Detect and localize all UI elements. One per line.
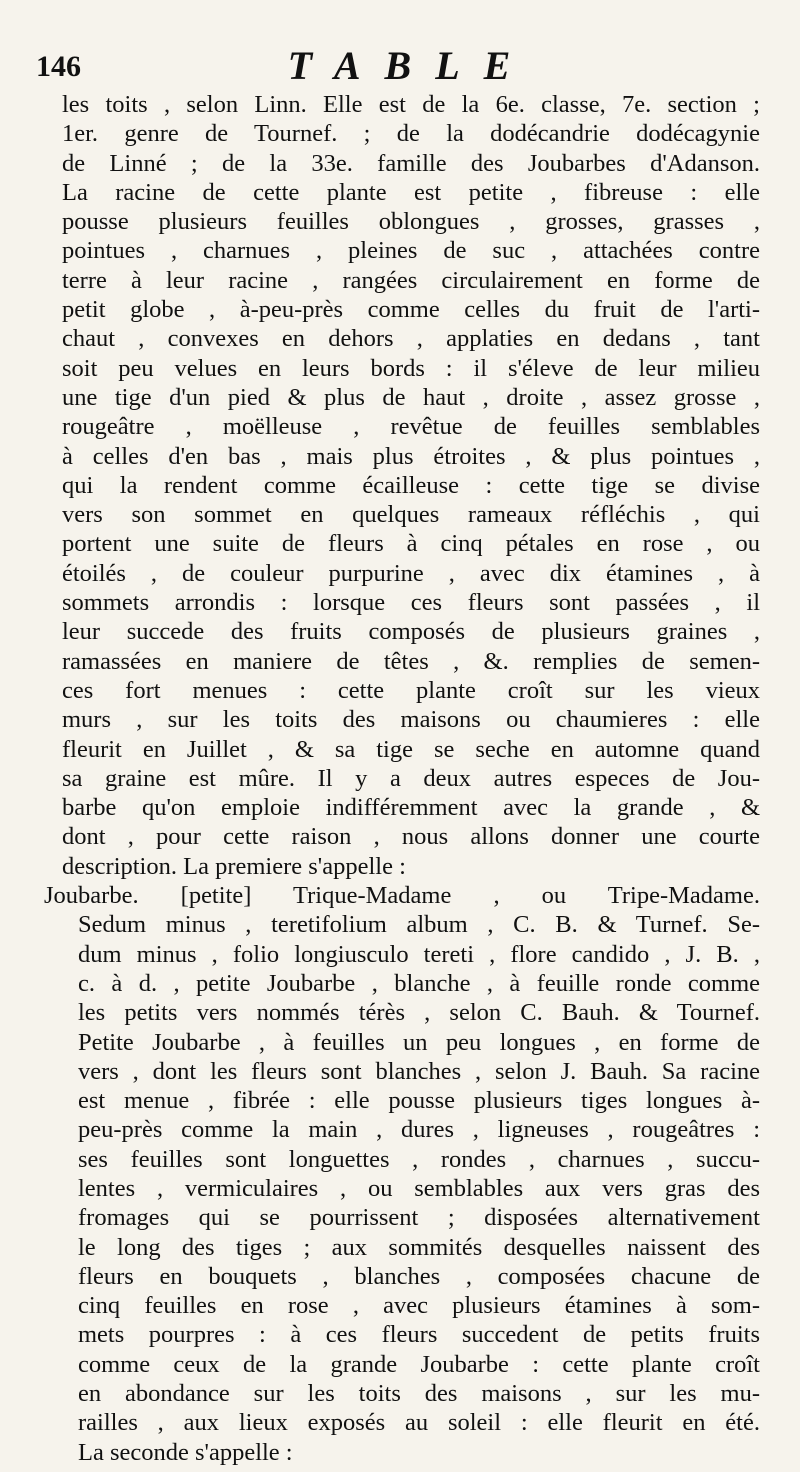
text-line: lentes , vermiculaires , ou semblables aux vers gras des — [78, 1174, 760, 1202]
text-line: dont , pour cette raison , nous allons donner une courte — [62, 823, 760, 851]
text-line: La seconde s'appelle : — [78, 1438, 293, 1466]
text-line: pousse plusieurs feuilles oblongues , grosses, grasses , — [62, 208, 760, 236]
text-line: sommets arrondis : lorsque ces fleurs sont passées , il — [62, 589, 760, 617]
text-line: murs , sur les toits des maisons ou chaumieres : elle — [62, 706, 760, 734]
text-line: une tige d'un pied & plus de haut , droite , assez grosse , — [62, 383, 760, 411]
text-line: railles , aux lieux exposés au soleil : elle fleurit en été. — [78, 1409, 760, 1437]
text-line: comme ceux de la grande Joubarbe : cette plante croît — [78, 1350, 760, 1378]
text-line: à celles d'en bas , mais plus étroites , & plus pointues , — [62, 442, 760, 470]
text-line: en abondance sur les toits des maisons , sur les mu- — [78, 1380, 760, 1408]
text-line: leur succede des fruits composés de plusieurs graines , — [62, 618, 760, 646]
text-line: petit globe , à-peu-près comme celles du fruit de l'arti- — [62, 296, 760, 324]
text-line: de Linné ; de la 33e. famille des Joubarbes d'Adanson. — [62, 149, 760, 177]
text-line: les petits vers nommés térès , selon C. Bauh. & Tournef. — [78, 999, 760, 1027]
text-line: fleurit en Juillet , & sa tige se seche en automne quand — [62, 735, 760, 763]
page-header — [36, 42, 760, 90]
text-line: ses feuilles sont longuettes , rondes , charnues , succu- — [78, 1145, 760, 1173]
text-line: sa graine est mûre. Il y a deux autres especes de Jou- — [62, 764, 760, 792]
text-line: vers son sommet en quelques rameaux réfléchis , qui — [62, 501, 760, 529]
text-line: description. La premiere s'appelle : — [62, 852, 406, 880]
body-text — [44, 90, 760, 1467]
text-line: La racine de cette plante est petite , fibreuse : elle — [62, 178, 760, 206]
text-line: barbe qu'on emploie indifféremment avec la grande , & — [62, 794, 760, 822]
text-line: mets pourpres : à ces fleurs succedent de petits fruits — [78, 1321, 760, 1349]
text-line: les toits , selon Linn. Elle est de la 6e. classe, 7e. section ; — [62, 91, 760, 118]
text-line: 1er. genre de Tournef. ; de la dodécandrie dodécagynie — [62, 120, 760, 148]
entry-heading-line: Joubarbe. [petite] Trique-Madame , ou Tripe-Madame. — [44, 882, 760, 910]
text-line: ces fort menues : cette plante croît sur les vieux — [62, 676, 760, 704]
text-line: portent une suite de fleurs à cinq pétales en rose , ou — [62, 530, 760, 558]
text-line: Sedum minus , teretifolium album , C. B. & Turnef. Se- — [78, 911, 760, 939]
text-line: est menue , fibrée : elle pousse plusieurs tiges longues à- — [78, 1087, 760, 1115]
text-line: peu-près comme la main , dures , ligneuses , rougeâtres : — [78, 1116, 760, 1144]
text-line: le long des tiges ; aux sommités desquelles naissent des — [78, 1233, 760, 1261]
text-line: Petite Joubarbe , à feuilles un peu longues , en forme de — [78, 1028, 760, 1056]
page-number: 146 — [36, 50, 81, 83]
text-line: terre à leur racine , rangées circulairement en forme de — [62, 266, 760, 294]
text-line: pointues , charnues , pleines de suc , attachées contre — [62, 237, 760, 265]
text-line: fromages qui se pourrissent ; disposées alternativement — [78, 1204, 760, 1232]
text-line: étoilés , de couleur purpurine , avec dix étamines , à — [62, 559, 760, 587]
text-line: ramassées en maniere de têtes , &. remplies de semen- — [62, 647, 760, 675]
text-line: soit peu velues en leurs bords : il s'éleve de leur milieu — [62, 354, 760, 382]
text-line: dum minus , folio longiusculo tereti , flore candido , J. B. , — [78, 940, 760, 968]
running-title: TABLE — [287, 43, 535, 88]
text-line: vers , dont les fleurs sont blanches , selon J. Bauh. Sa racine — [78, 1057, 760, 1085]
text-line: qui la rendent comme écailleuse : cette tige se divise — [62, 471, 760, 499]
text-line: chaut , convexes en dehors , applaties en dedans , tant — [62, 325, 760, 353]
text-line: c. à d. , petite Joubarbe , blanche , à feuille ronde comme — [78, 969, 760, 997]
text-line: cinq feuilles en rose , avec plusieurs étamines à som- — [78, 1292, 760, 1320]
text-line: rougeâtre , moëlleuse , revêtue de feuilles semblables — [62, 413, 760, 441]
text-line: fleurs en bouquets , blanches , composées chacune de — [78, 1262, 760, 1290]
